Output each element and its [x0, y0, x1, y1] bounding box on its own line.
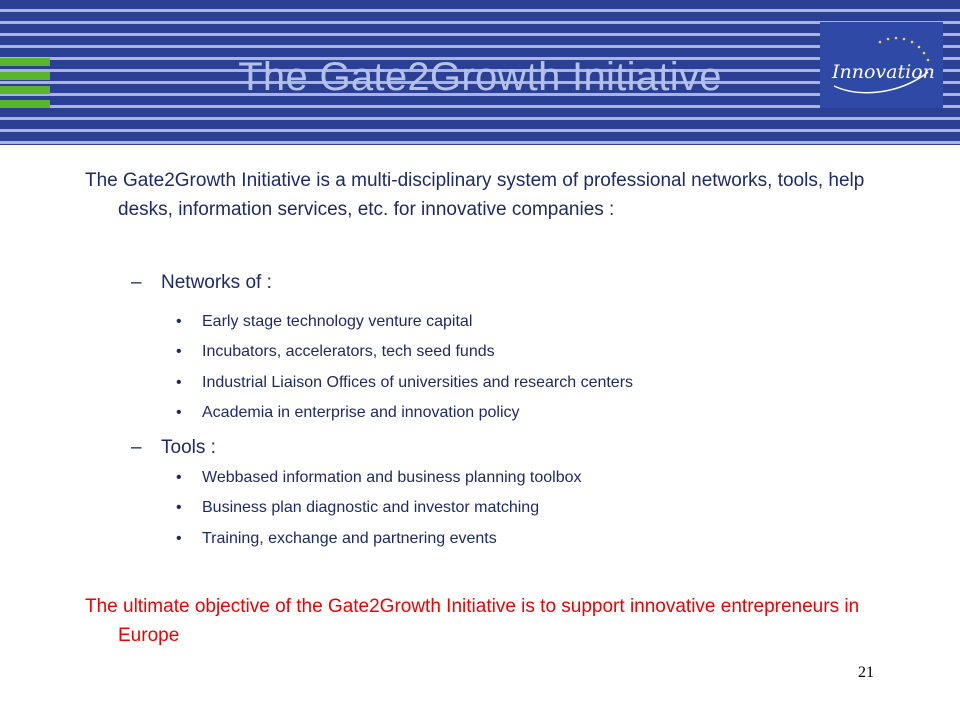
list-item: [176, 374, 633, 392]
list-item: [176, 530, 497, 548]
slide-title: The Gate2Growth Initiative: [238, 55, 722, 99]
objective-paragraph: The ultimate objective of the Gate2Growth Initiative is to support innovative entrepreneurs in Europe: [85, 596, 860, 646]
bullet-marker: •: [176, 343, 182, 360]
bullet-marker: •: [176, 404, 182, 421]
list-item: [176, 404, 520, 422]
list-item-label: Webbased information and business planning toolbox: [202, 469, 582, 486]
dash-marker: –: [131, 272, 142, 293]
list-item: [176, 343, 495, 361]
list-item-label: Business plan diagnostic and investor matching: [202, 499, 540, 516]
list-item-label: Training, exchange and partnering events: [202, 530, 497, 547]
intro-paragraph: The Gate2Growth Initiative is a multi-disciplinary system of professional networks, tools, help desks, information services, etc. for innovative companies :: [85, 170, 865, 220]
section-heading-tools: [131, 437, 216, 459]
bullet-marker: •: [176, 374, 182, 391]
section-heading-label: Networks of :: [161, 272, 272, 293]
list-item-label: Incubators, accelerators, tech seed funds: [202, 343, 495, 360]
dash-marker: –: [131, 437, 142, 458]
bullet-marker: •: [176, 530, 182, 547]
list-item: [176, 469, 582, 487]
list-item-label: Academia in enterprise and innovation policy: [202, 404, 520, 421]
page-number: 21: [858, 664, 874, 681]
list-item-label: Industrial Liaison Offices of universities and research centers: [202, 374, 634, 391]
bullet-marker: •: [176, 469, 182, 486]
bullet-marker: •: [176, 499, 182, 516]
bullet-marker: •: [176, 313, 182, 330]
logo-text: Innovation: [832, 61, 935, 83]
section-heading-label: Tools :: [161, 437, 216, 458]
list-item-label: Early stage technology venture capital: [202, 313, 473, 330]
list-item: [176, 313, 472, 331]
list-item: [176, 499, 539, 517]
section-heading-networks: [131, 272, 272, 294]
